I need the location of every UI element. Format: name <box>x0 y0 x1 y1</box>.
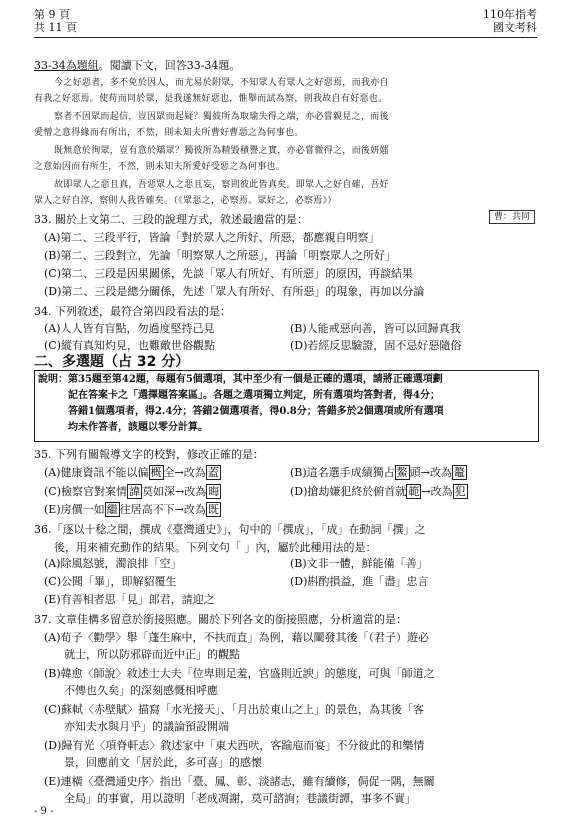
option-text: (B)這名選手成績獨占 <box>290 466 395 479</box>
q34-option-c[interactable]: (C)縱有真知灼見，也難敵世俗觀點 <box>44 339 215 352</box>
q37-option-e[interactable]: (E)連橫〈臺灣通史序〉指出「臺、鳳、彰、淡諸志，雖有續修，侷促一隅，無關 <box>44 775 435 788</box>
corrected-char: 蓋 <box>207 466 219 479</box>
instructions-line: 答錯1個選項者，得2.4分；答錯2個選項者，得0.8分；答錯多於2個選項或所有選項 <box>68 406 444 417</box>
q35-option-b[interactable] <box>290 466 467 480</box>
q37-option-e-cont: 全局」的事實，用以證明「老成凋謝，莫可諮詢；巷議街譚，事多不實」 <box>64 792 416 805</box>
q35-option-e[interactable] <box>44 503 221 517</box>
option-text: →改為 <box>421 485 453 498</box>
option-text: (A)健康資訊不能以偏 <box>44 466 149 479</box>
q36-option-e[interactable]: (E)有善相者思「見」郎君，請迎之 <box>44 593 215 606</box>
q37-option-b[interactable]: (B)韓愈〈師說〉敘述士大夫「位卑則足羞，官盛則近諛」的態度，可與「師道之 <box>44 667 435 680</box>
q35-option-c[interactable] <box>44 485 221 499</box>
instructions-line: 記在答案卡之「選擇題答案區」。各題之選項獨立判定，所有選項均答對者，得4分； <box>68 390 440 401</box>
header-divider <box>34 37 537 38</box>
subject-name: 國文考科 <box>493 21 537 34</box>
q37-option-a-cont: 就士，所以防邪辟而近中正」的觀點 <box>64 648 240 661</box>
option-text: 莫如深→改為 <box>142 485 207 498</box>
q33-stem: 33. 關於上文第二、三段的說理方式，敘述最適當的是： <box>34 213 308 226</box>
boxed-char: 概 <box>150 466 162 479</box>
instructions-line: 均未作答者，該題以零分計算。 <box>68 422 208 433</box>
q36-option-c[interactable]: (C)公聞「畢」，即解貂覆生 <box>44 575 177 588</box>
q35-stem: 35. 下列有關報導文字的校對，修改正確的是： <box>34 448 264 461</box>
exam-name: 110年指考 <box>483 8 537 21</box>
passage-line: 之意始因而有所生，不然，則未知夫所愛好受惡之為何事也。 <box>34 162 286 172</box>
option-text: 全→改為 <box>163 466 206 479</box>
option-text: (E)房價一如 <box>44 503 105 516</box>
q34-option-a[interactable]: (A)人人皆有盲點，勿過度堅持己見 <box>44 322 215 335</box>
boxed-char: 範 <box>408 485 420 498</box>
q34-option-b[interactable]: (B)人能戒惡向善，皆可以回歸真我 <box>290 322 461 335</box>
q33-option-b[interactable]: (B)第二、三段對立，先論「明察眾人之所惡」，再論「明察眾人之所好」 <box>44 249 397 262</box>
passage-line: 愛憎之意得緣而有所出，不然，則未知夫所曹好曹惡之為何事也。 <box>34 128 304 138</box>
passage-line: 察者不因眾而起信，豈因眾而起疑？獨彼所為取瑜失得之端，亦必嘗親見之，而後 <box>54 112 389 122</box>
corrected-char: 既 <box>207 503 219 516</box>
q36-option-d[interactable]: (D)斟酌損益，進「盡」忠言 <box>290 575 429 588</box>
corrected-char: 鼇 <box>453 466 465 479</box>
boxed-char: 繼 <box>106 503 118 516</box>
option-text: 往居高不下→改為 <box>119 503 206 516</box>
group-instruction: 。閱讀下文，回答33-34題。 <box>98 59 241 72</box>
q33-option-a[interactable]: (A)第二、三段平行，皆論「對於眾人之所好、所惡，都應親自明察」 <box>44 231 380 244</box>
q34-option-d[interactable]: (D)若經反思驗證，固不忌好惡隨俗 <box>290 339 462 352</box>
option-text: (C)檢察官對案情 <box>44 485 127 498</box>
corrected-char: 犯 <box>454 485 466 498</box>
page-number: 第 9 頁 <box>34 8 70 21</box>
q37-option-c-cont: 亦知夫水與月乎」的議論預設開端 <box>64 720 229 733</box>
instructions-line: 說明：第35題至第42題，每題有5個選項，其中至少有一個是正確的選項，請將正確選項劃 <box>38 374 443 385</box>
q36-option-b[interactable]: (B)文非一體，鮮能備「善」 <box>290 557 428 570</box>
group-intro <box>34 58 539 74</box>
page-header-left <box>34 8 77 34</box>
q37-option-c[interactable]: (C)蘇軾〈赤壁賦〉描寫「水光接天」、「月出於東山之上」的景色，為其後「客 <box>44 703 424 716</box>
passage-line: 故即眾人之惡且真，吾惡眾人之惡且妄，察則彼此皆真矣。即眾人之好自確，吾好 <box>54 180 389 190</box>
boxed-char: 鰲 <box>396 466 408 479</box>
page-header-right <box>483 8 537 34</box>
q36-stem: 36.「逐以十稔之間，撰成《臺灣通史》」，句中的「撰成」，「成」在動詞「撰」之 <box>34 523 426 536</box>
q37-option-a[interactable]: (A)荀子〈勸學〉舉「蓬生麻中，不扶而直」為例，藉以闡發其後「（君子）遊必 <box>44 631 430 644</box>
q37-option-b-cont: 不傳也久矣」的深刻感慨相呼應 <box>64 684 218 697</box>
passage-line: 眾人之好自淳，察則人我皆確矣。（《眾惡之，必察焉。眾好之，必察焉》） <box>34 196 337 206</box>
q36-stem-cont: 後，用來補充動作的結果。下列文句「 」內，屬於此種用法的是： <box>54 541 377 554</box>
corrected-char: 晦 <box>208 485 220 498</box>
q33-tag: 曹：共同 <box>489 210 535 224</box>
passage-line: 今之好惡者，多不免於因人，而尤易於附眾，不知眾人有眾人之好惡焉，而我亦自 <box>54 78 389 88</box>
q37-option-d-cont: 景，回應前文「居於此，多可喜」的感懷 <box>64 756 262 769</box>
page-total: 共 11 頁 <box>34 21 77 34</box>
q35-option-d[interactable] <box>290 485 468 499</box>
q33-option-d[interactable]: (D)第二、三段是總分關係，先述「眾人有所好、有所惡」的現象，再加以分論 <box>44 285 425 298</box>
boxed-char: 諱 <box>129 485 140 498</box>
q37-stem: 37. 文章佳構多留意於銜接照應。關於下列各文的銜接照應，分析適當的是： <box>34 613 407 626</box>
passage-line: 既無意於徇眾，豈有意於矯眾？獨彼所為精毀積譽之實，亦必嘗微得之，而後妍媸 <box>54 146 389 156</box>
q35-option-a[interactable] <box>44 466 221 480</box>
section-title: 二、多選題（占 32 分） <box>34 354 190 370</box>
q33-option-c[interactable]: (C)第二、三段是因果關係，先談「眾人有所好、有所惡」的原因，再談結果 <box>44 267 413 280</box>
group-label: 33-34為題組 <box>34 59 99 72</box>
option-text: 頭→改為 <box>409 466 452 479</box>
page-footer: - 9 - <box>34 806 54 817</box>
q37-option-d[interactable]: (D)歸有光〈項脊軒志〉敘述家中「東犬西吠，客踰庖而宴」不分彼此的和樂情 <box>44 739 425 752</box>
q34-stem: 34. 下列敘述，最符合第四段看法的是： <box>34 305 231 318</box>
passage-line: 有我之好惡焉。使苟而同於眾，是我遂無好惡也，惟舉而試為察，則我故自有好惡也。 <box>34 94 388 104</box>
option-text: (D)搶劫嫌犯終於俯首就 <box>290 485 407 498</box>
q36-option-a[interactable]: (A)除風怒號，濁浪排「空」 <box>44 557 182 570</box>
